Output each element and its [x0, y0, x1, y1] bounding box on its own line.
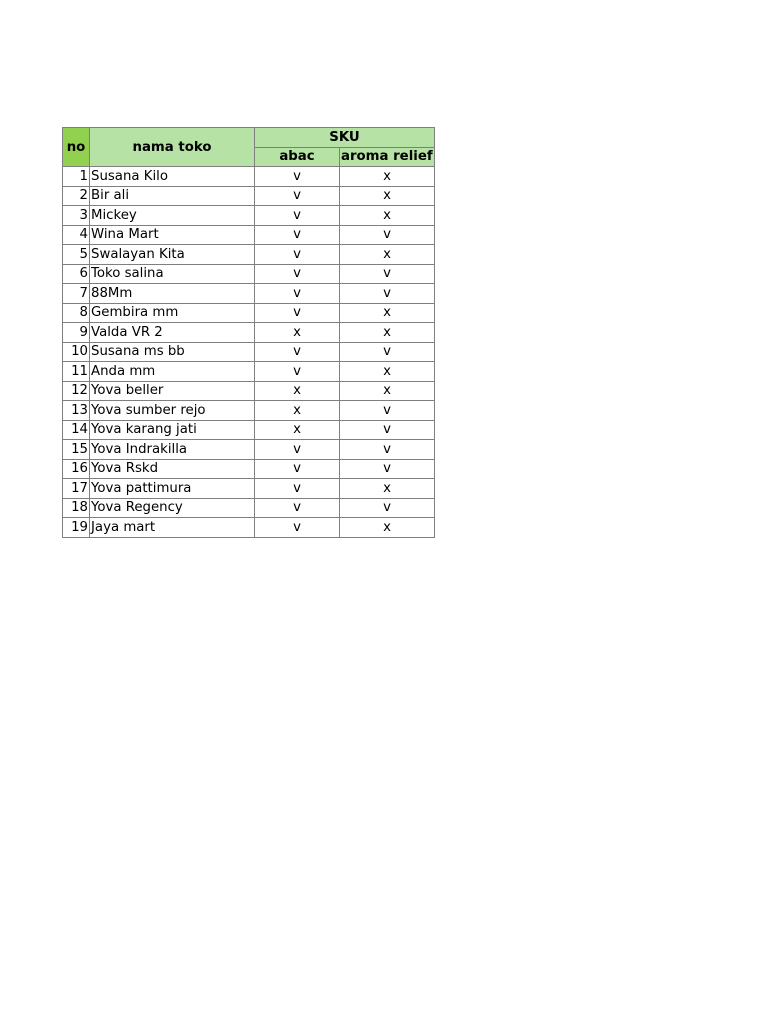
header-no[interactable]: no — [63, 128, 90, 167]
table-row — [63, 342, 435, 362]
cell-abac[interactable]: x — [255, 323, 340, 343]
cell-no[interactable]: 11 — [63, 362, 90, 382]
table-row — [63, 518, 435, 538]
cell-aroma-relief[interactable]: x — [340, 323, 435, 343]
cell-no[interactable]: 16 — [63, 459, 90, 479]
cell-abac[interactable]: x — [255, 401, 340, 421]
cell-nama-toko[interactable]: Yova Indrakilla — [90, 440, 255, 460]
cell-aroma-relief[interactable]: v — [340, 401, 435, 421]
table-row — [63, 323, 435, 343]
table-row — [63, 498, 435, 518]
cell-no[interactable]: 12 — [63, 381, 90, 401]
cell-abac[interactable]: v — [255, 479, 340, 499]
table-row — [63, 362, 435, 382]
cell-no[interactable]: 18 — [63, 498, 90, 518]
cell-aroma-relief[interactable]: x — [340, 245, 435, 265]
cell-aroma-relief[interactable]: v — [340, 225, 435, 245]
cell-aroma-relief[interactable]: v — [340, 440, 435, 460]
cell-abac[interactable]: x — [255, 381, 340, 401]
cell-no[interactable]: 14 — [63, 420, 90, 440]
table-row — [63, 245, 435, 265]
cell-no[interactable]: 17 — [63, 479, 90, 499]
table-header — [63, 128, 435, 167]
cell-nama-toko[interactable]: Wina Mart — [90, 225, 255, 245]
cell-abac[interactable]: v — [255, 362, 340, 382]
cell-nama-toko[interactable]: Bir ali — [90, 186, 255, 206]
cell-nama-toko[interactable]: Yova pattimura — [90, 479, 255, 499]
table-row — [63, 459, 435, 479]
cell-no[interactable]: 19 — [63, 518, 90, 538]
cell-abac[interactable]: v — [255, 518, 340, 538]
header-aroma-relief[interactable]: aroma relief — [340, 147, 435, 167]
cell-nama-toko[interactable]: Anda mm — [90, 362, 255, 382]
cell-nama-toko[interactable]: Valda VR 2 — [90, 323, 255, 343]
cell-aroma-relief[interactable]: v — [340, 284, 435, 304]
table-row — [63, 167, 435, 187]
cell-abac[interactable]: v — [255, 186, 340, 206]
cell-abac[interactable]: v — [255, 167, 340, 187]
cell-no[interactable]: 5 — [63, 245, 90, 265]
table-body — [63, 167, 435, 538]
spreadsheet-page — [62, 127, 435, 538]
cell-nama-toko[interactable]: Swalayan Kita — [90, 245, 255, 265]
cell-no[interactable]: 8 — [63, 303, 90, 323]
table-row — [63, 225, 435, 245]
cell-no[interactable]: 4 — [63, 225, 90, 245]
table-row — [63, 264, 435, 284]
cell-aroma-relief[interactable]: x — [340, 186, 435, 206]
cell-abac[interactable]: v — [255, 459, 340, 479]
header-row-top — [63, 128, 435, 148]
cell-aroma-relief[interactable]: x — [340, 362, 435, 382]
cell-aroma-relief[interactable]: x — [340, 167, 435, 187]
cell-abac[interactable]: v — [255, 206, 340, 226]
cell-no[interactable]: 6 — [63, 264, 90, 284]
table-row — [63, 381, 435, 401]
cell-abac[interactable]: v — [255, 303, 340, 323]
cell-no[interactable]: 3 — [63, 206, 90, 226]
cell-abac[interactable]: v — [255, 440, 340, 460]
cell-aroma-relief[interactable]: v — [340, 498, 435, 518]
cell-no[interactable]: 7 — [63, 284, 90, 304]
cell-abac[interactable]: v — [255, 498, 340, 518]
cell-nama-toko[interactable]: Mickey — [90, 206, 255, 226]
cell-aroma-relief[interactable]: v — [340, 342, 435, 362]
cell-aroma-relief[interactable]: x — [340, 479, 435, 499]
cell-nama-toko[interactable]: 88Mm — [90, 284, 255, 304]
header-sku[interactable]: SKU — [255, 128, 435, 148]
header-nama-toko[interactable]: nama toko — [90, 128, 255, 167]
cell-nama-toko[interactable]: Susana ms bb — [90, 342, 255, 362]
cell-aroma-relief[interactable]: x — [340, 381, 435, 401]
cell-nama-toko[interactable]: Yova Regency — [90, 498, 255, 518]
store-sku-table — [62, 127, 435, 538]
cell-abac[interactable]: v — [255, 342, 340, 362]
cell-nama-toko[interactable]: Yova Rskd — [90, 459, 255, 479]
header-abac[interactable]: abac — [255, 147, 340, 167]
cell-nama-toko[interactable]: Toko salina — [90, 264, 255, 284]
table-row — [63, 206, 435, 226]
cell-nama-toko[interactable]: Yova sumber rejo — [90, 401, 255, 421]
cell-no[interactable]: 1 — [63, 167, 90, 187]
table-row — [63, 401, 435, 421]
cell-aroma-relief[interactable]: v — [340, 264, 435, 284]
cell-nama-toko[interactable]: Yova beller — [90, 381, 255, 401]
cell-aroma-relief[interactable]: x — [340, 303, 435, 323]
cell-nama-toko[interactable]: Gembira mm — [90, 303, 255, 323]
table-row — [63, 420, 435, 440]
cell-aroma-relief[interactable]: x — [340, 206, 435, 226]
cell-aroma-relief[interactable]: x — [340, 518, 435, 538]
cell-no[interactable]: 10 — [63, 342, 90, 362]
cell-abac[interactable]: x — [255, 420, 340, 440]
cell-abac[interactable]: v — [255, 284, 340, 304]
table-row — [63, 303, 435, 323]
table-row — [63, 284, 435, 304]
cell-abac[interactable]: v — [255, 264, 340, 284]
cell-no[interactable]: 13 — [63, 401, 90, 421]
cell-nama-toko[interactable]: Jaya mart — [90, 518, 255, 538]
cell-nama-toko[interactable]: Susana Kilo — [90, 167, 255, 187]
table-row — [63, 440, 435, 460]
cell-abac[interactable]: v — [255, 245, 340, 265]
cell-abac[interactable]: v — [255, 225, 340, 245]
cell-no[interactable]: 15 — [63, 440, 90, 460]
table-row — [63, 479, 435, 499]
cell-aroma-relief[interactable]: v — [340, 459, 435, 479]
cell-no[interactable]: 9 — [63, 323, 90, 343]
cell-no[interactable]: 2 — [63, 186, 90, 206]
table-row — [63, 186, 435, 206]
cell-nama-toko[interactable]: Yova karang jati — [90, 420, 255, 440]
cell-aroma-relief[interactable]: v — [340, 420, 435, 440]
